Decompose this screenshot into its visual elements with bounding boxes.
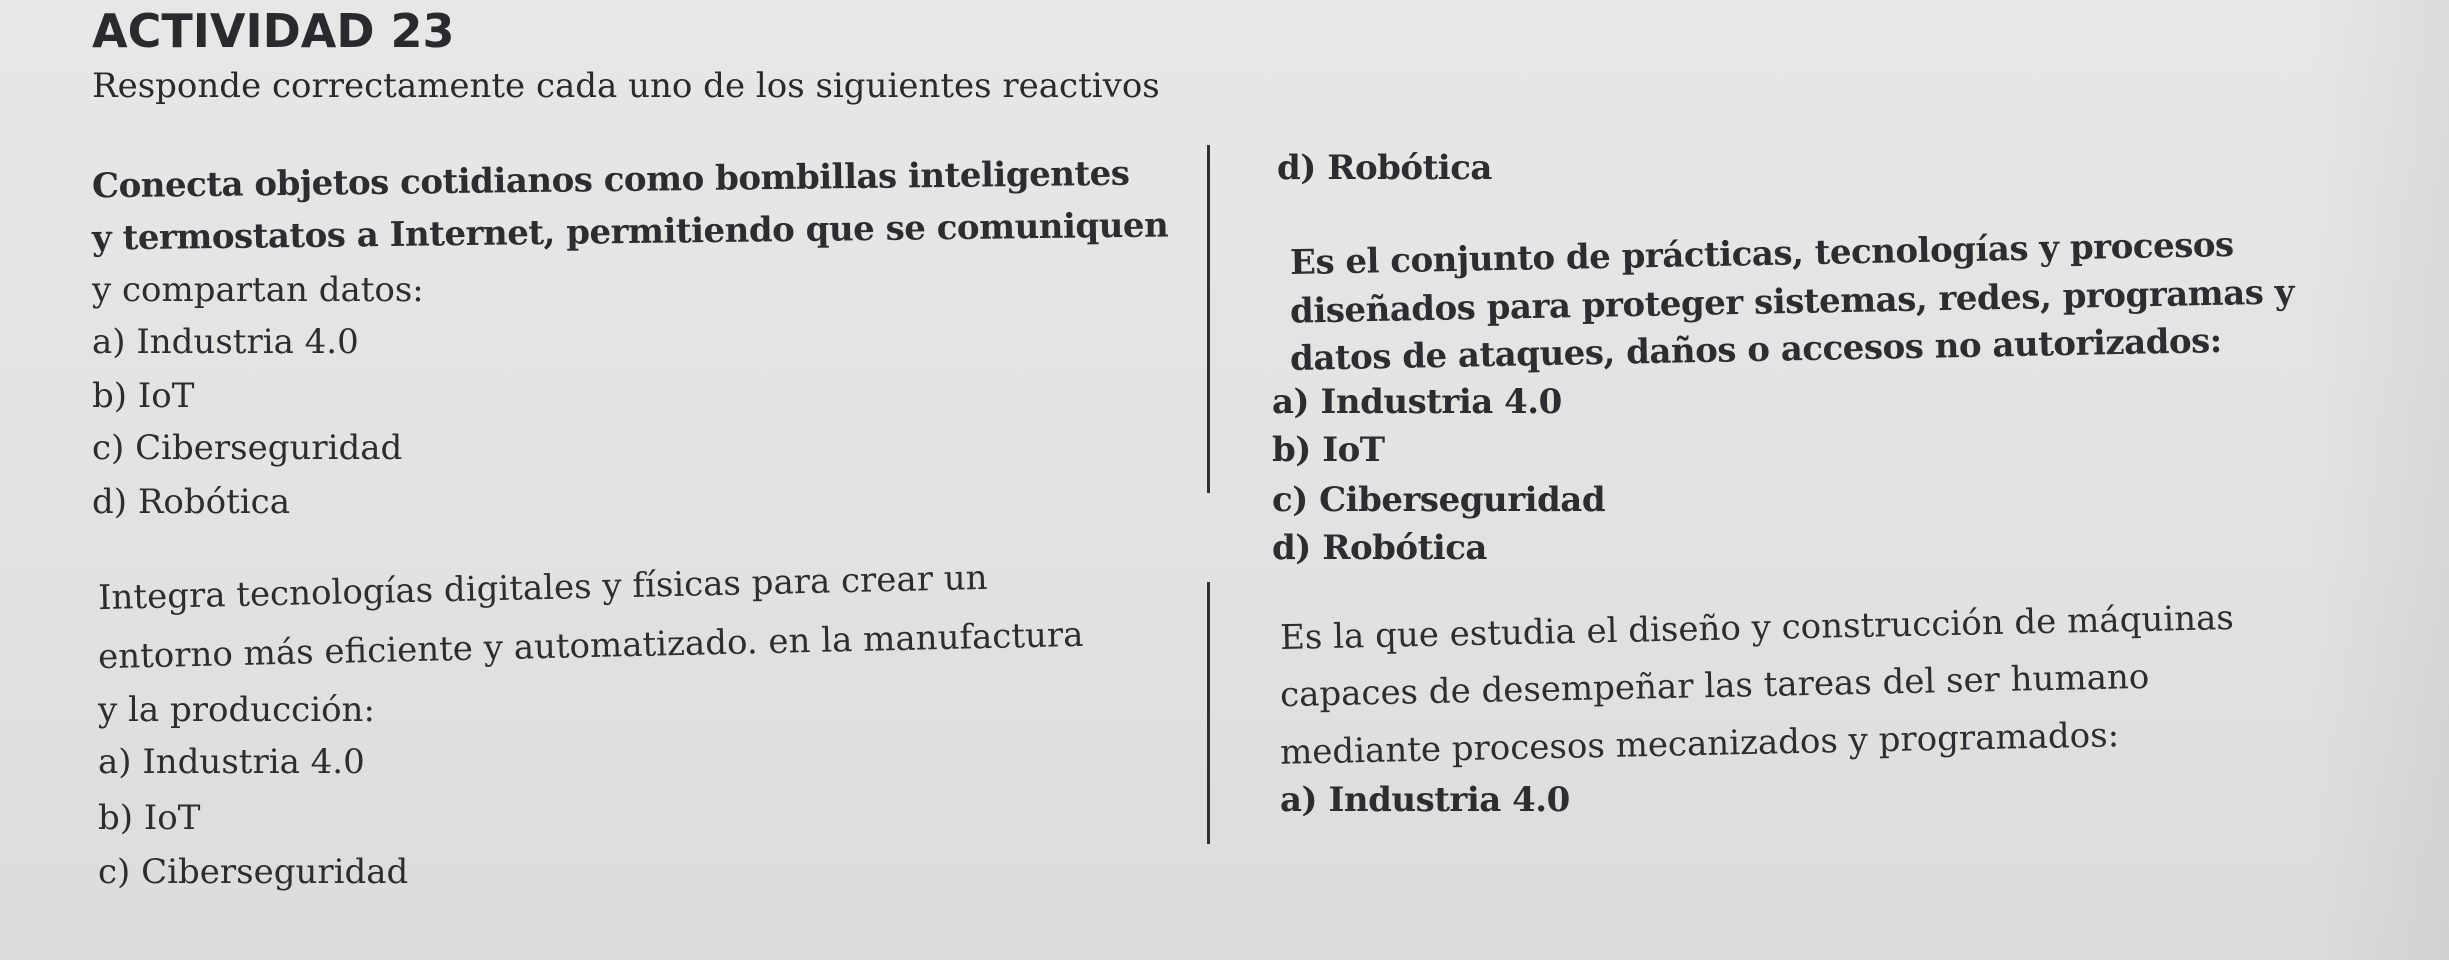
question-text-line: capaces de desempeñar las tareas del ser humano [1279,656,2150,716]
instructions: Responde correctamente cada uno de los siguientes reactivos [92,66,1160,106]
question-text-line: diseñados para proteger sistemas, redes, programas y [1289,272,2295,332]
question-text-line: y compartan datos: [92,270,424,310]
activity-title: ACTIVIDAD 23 [92,4,455,58]
option-c: c) Ciberseguridad [1272,480,1606,520]
option-b: b) IoT [1272,430,1385,470]
option-d: d) Robótica [1272,528,1487,568]
option-b: b) IoT [92,376,195,416]
question-text-line: Es la que estudia el diseño y construcción de máquinas [1279,598,2235,658]
question-text-line: Conecta objetos cotidianos como bombillas inteligentes [91,153,1130,207]
question-text-line: y termostatos a Internet, permitiendo que se comuniquen [91,205,1169,259]
question-text-line: entorno más eficiente y automatizado. en la manufactura [97,614,1084,678]
option-a: a) Industria 4.0 [1272,382,1562,422]
option-a: a) Industria 4.0 [92,322,359,362]
option-d: d) Robótica [1277,148,1492,188]
question-text-line: y la producción: [98,690,375,730]
option-a: a) Industria 4.0 [98,742,365,782]
page-shadow [2309,0,2449,960]
option-d: d) Robótica [92,482,290,522]
column-divider [1207,582,1210,844]
option-b: b) IoT [98,798,201,838]
option-a: a) Industria 4.0 [1280,780,1570,820]
option-c: c) Ciberseguridad [98,852,409,892]
question-text-line: Integra tecnologías digitales y físicas para crear un [97,557,988,619]
question-text-line: Es el conjunto de prácticas, tecnologías y procesos [1289,224,2234,284]
column-divider [1207,145,1210,493]
question-text-line: mediante procesos mecanizados y programados: [1279,715,2120,773]
option-c: c) Ciberseguridad [92,428,403,468]
question-text-line: datos de ataques, daños o accesos no autorizados: [1289,321,2223,379]
